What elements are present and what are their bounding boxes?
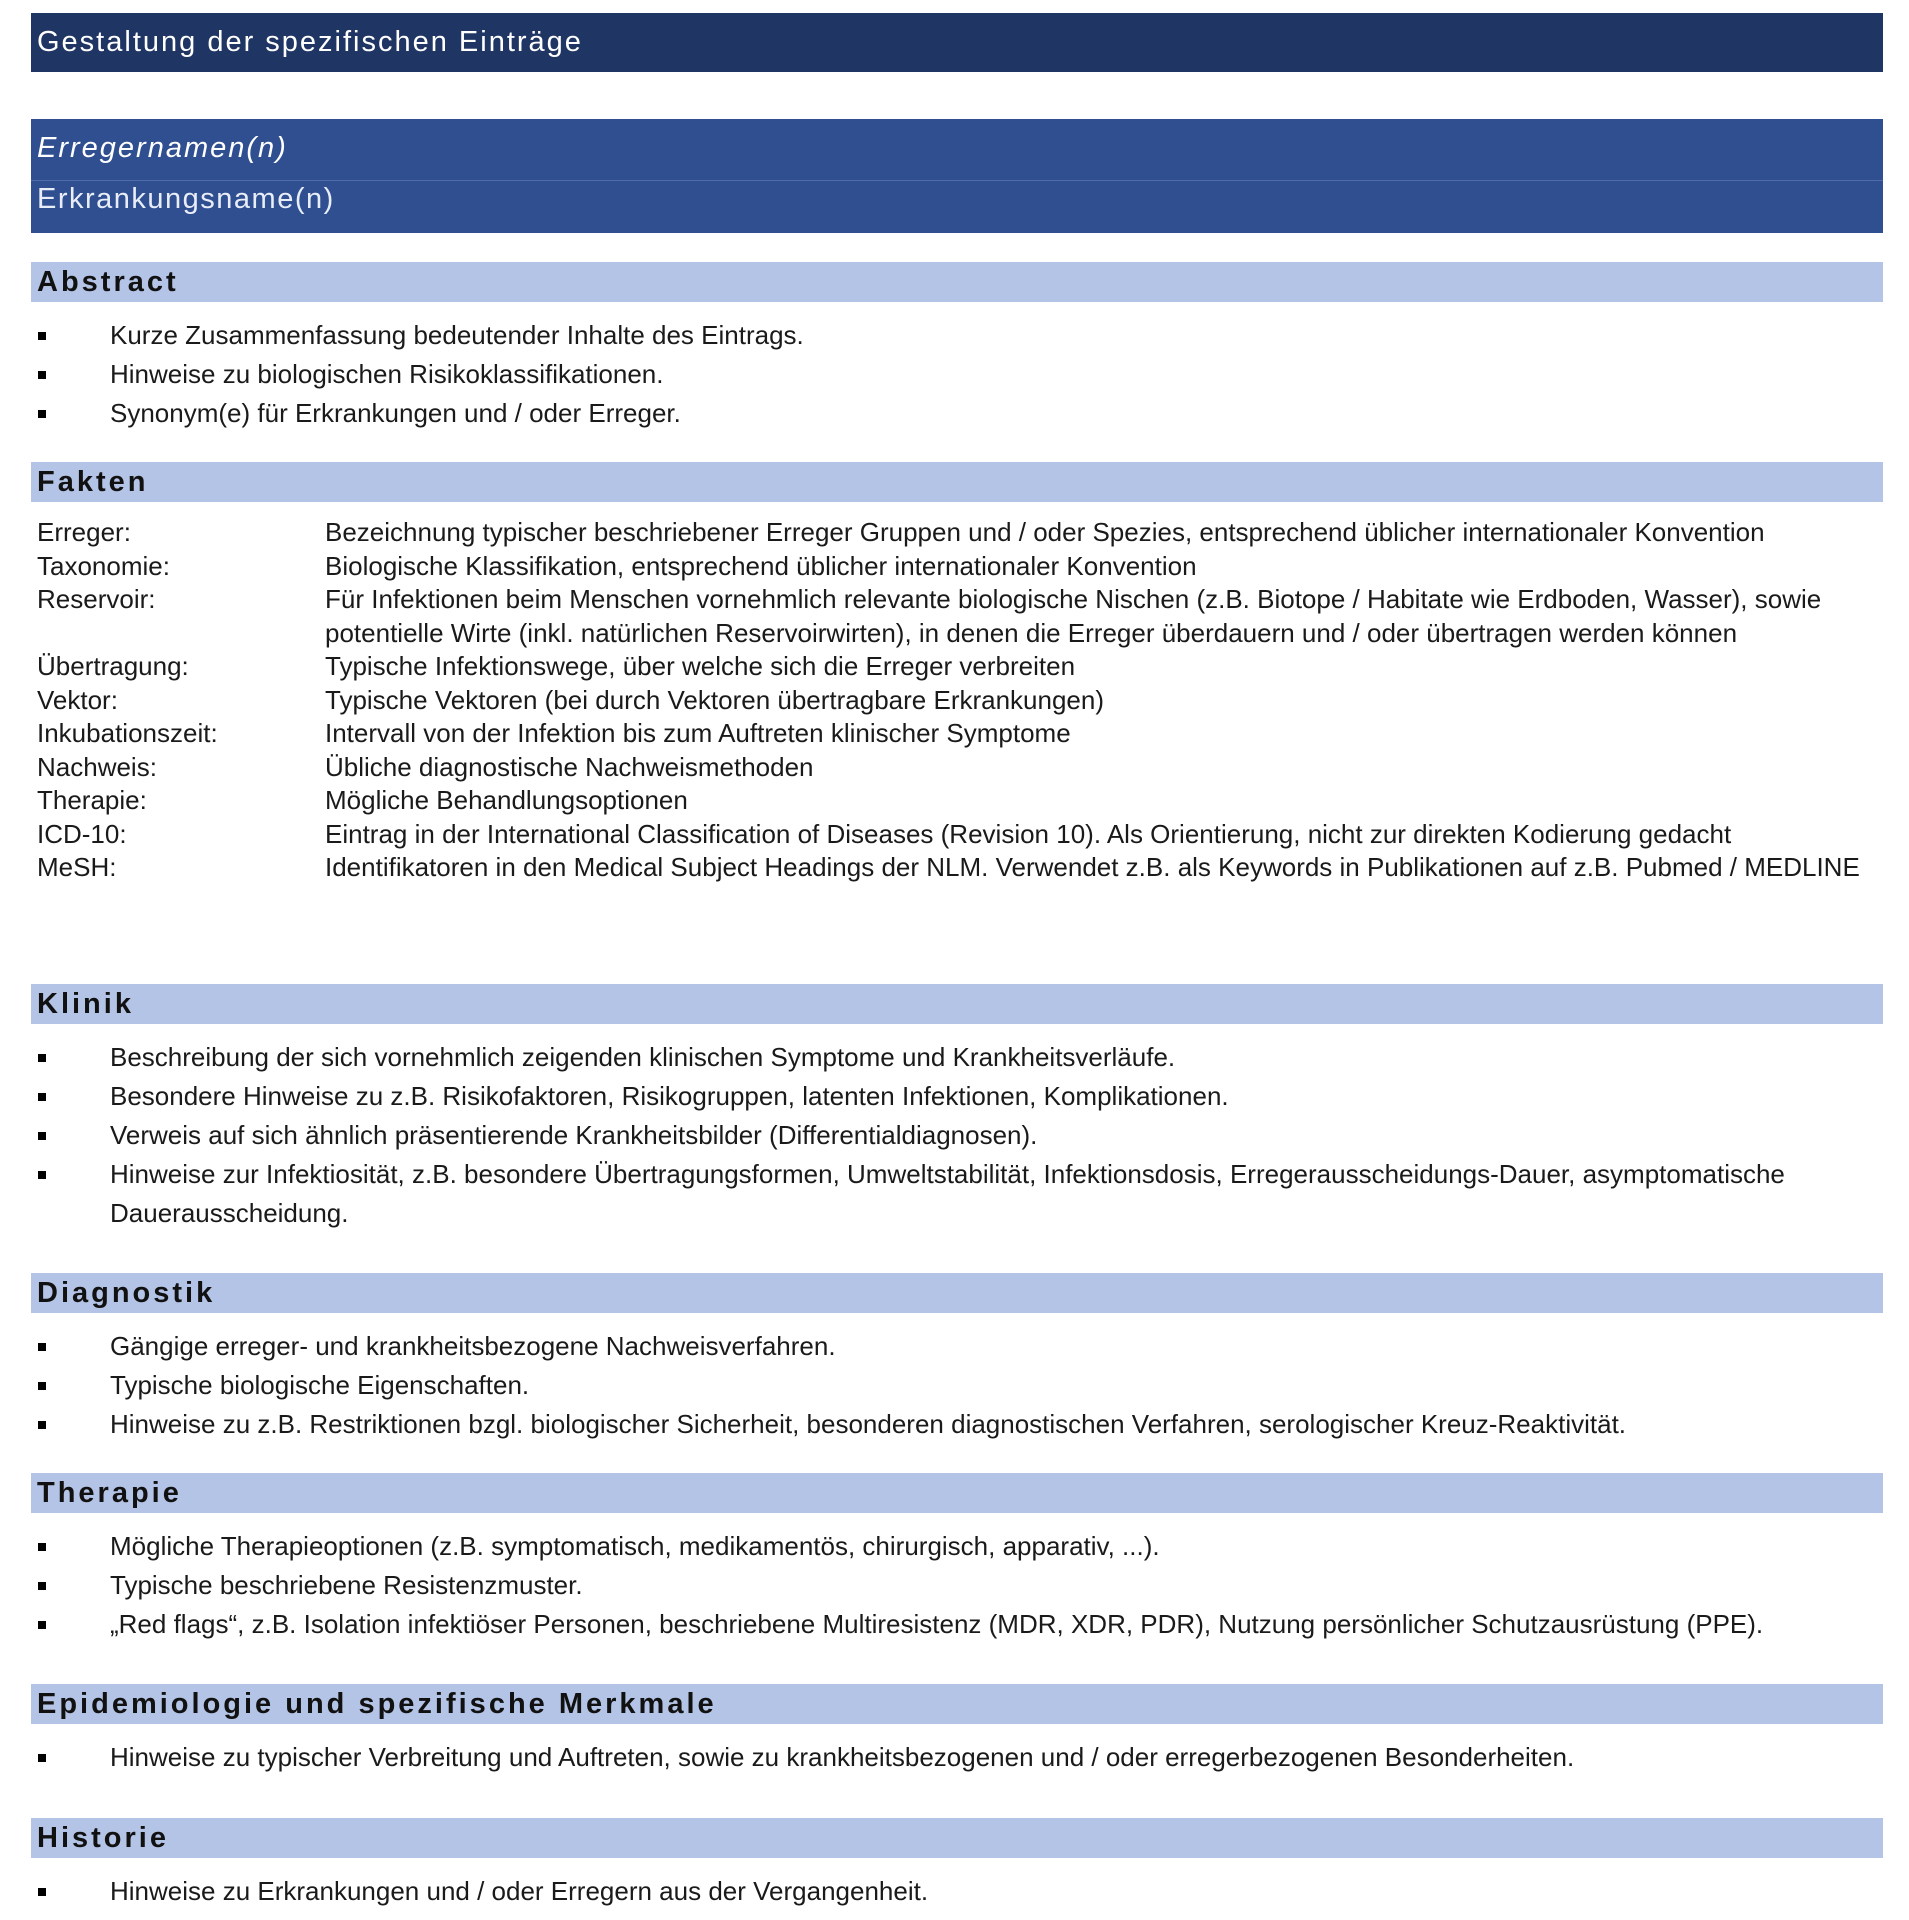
facts-table bbox=[31, 516, 1883, 885]
fact-key: MeSH: bbox=[37, 852, 117, 882]
fact-value: Identifikatoren in den Medical Subject Headings der NLM. Verwendet z.B. als Keywords in Publikationen auf z.B. Pubmed / MEDLINE bbox=[325, 852, 1860, 882]
list-item bbox=[31, 1566, 1883, 1605]
bullet-icon bbox=[38, 1054, 46, 1062]
list-item bbox=[31, 355, 1883, 394]
fact-value: Biologische Klassifikation, entsprechend üblicher internationaler Konvention bbox=[325, 550, 1197, 581]
bullet-icon bbox=[38, 1093, 46, 1101]
bullet-icon bbox=[38, 1621, 46, 1629]
fact-row-uebertragung bbox=[31, 650, 1883, 684]
list-item bbox=[31, 1405, 1883, 1444]
fact-key: Nachweis: bbox=[37, 751, 157, 782]
list-item-text: Gängige erreger- und krankheitsbezogene Nachweisverfahren. bbox=[110, 1331, 836, 1361]
epidemiologie-list bbox=[31, 1738, 1883, 1777]
entry-name-block bbox=[31, 119, 1883, 233]
list-item-text: Hinweise zu Erkrankungen und / oder Erregern aus der Vergangenheit. bbox=[110, 1876, 929, 1906]
fact-value: Für Infektionen beim Menschen vornehmlich relevante biologische Nischen (z.B. Biotope / Habitate wie Erdboden, Wasser), sowie potentielle Wirte (inkl. natürlichen Reservoirwirten), in denen die Erreger überdauern und / oder übertragen werden können bbox=[325, 584, 1822, 648]
bullet-icon bbox=[38, 1171, 46, 1179]
list-item-text: Kurze Zusammenfassung bedeutender Inhalte des Eintrags. bbox=[110, 320, 804, 350]
list-item-text: „Red flags“, z.B. Isolation infektiöser Personen, beschriebene Multiresistenz (MDR, XDR, PDR), Nutzung persönlicher Schutzausrüstung (PPE). bbox=[110, 1609, 1764, 1639]
disease-name: Erkrankungsname(n) bbox=[37, 183, 335, 215]
section-header-diagnostik: Diagnostik bbox=[31, 1273, 1883, 1313]
bullet-icon bbox=[38, 410, 46, 418]
list-item-text: Typische biologische Eigenschaften. bbox=[110, 1370, 530, 1400]
fact-key: Therapie: bbox=[37, 785, 147, 815]
list-item-text: Verweis auf sich ähnlich präsentierende Krankheitsbilder (Differentialdiagnosen). bbox=[110, 1120, 1038, 1150]
fact-value: Typische Infektionswege, über welche sich die Erreger verbreiten bbox=[325, 651, 1076, 681]
list-item bbox=[31, 1872, 1883, 1911]
fact-value: Typische Vektoren (bei durch Vektoren übertragbare Erkrankungen) bbox=[325, 684, 1105, 715]
list-item-text: Hinweise zu z.B. Restriktionen bzgl. biologischer Sicherheit, besonderen diagnostischen Verfahren, serologischer Kreuz-Reaktivität. bbox=[110, 1409, 1627, 1439]
list-item bbox=[31, 316, 1883, 355]
fact-row-therapie bbox=[31, 784, 1883, 818]
bullet-icon bbox=[38, 1754, 46, 1762]
pathogen-name: Erregernamen(n) bbox=[37, 132, 288, 164]
section-header-fakten: Fakten bbox=[31, 462, 1883, 502]
fact-key: Vektor: bbox=[37, 684, 118, 715]
bullet-icon bbox=[38, 1888, 46, 1896]
section-header-epidemiologie: Epidemiologie und spezifische Merkmale bbox=[31, 1684, 1883, 1724]
list-item-text: Synonym(e) für Erkrankungen und / oder Erreger. bbox=[110, 398, 681, 428]
fact-key: Taxonomie: bbox=[37, 550, 170, 581]
section-header-abstract: Abstract bbox=[31, 262, 1883, 302]
list-item-text: Hinweise zu biologischen Risikoklassifikationen. bbox=[110, 359, 664, 389]
list-item-text: Hinweise zur Infektiosität, z.B. besondere Übertragungsformen, Umweltstabilität, Infektionsdosis, Erregerausscheidungs-Dauer, asymptomatische Dauerausscheidung. bbox=[110, 1159, 1785, 1228]
abstract-list bbox=[31, 316, 1883, 433]
list-item bbox=[31, 394, 1883, 433]
therapie-list bbox=[31, 1527, 1883, 1644]
list-item bbox=[31, 1038, 1883, 1077]
list-item bbox=[31, 1527, 1883, 1566]
fact-value: Intervall von der Infektion bis zum Auftreten klinischer Symptome bbox=[325, 718, 1071, 748]
fact-value: Übliche diagnostische Nachweismethoden bbox=[325, 751, 814, 782]
list-item-text: Besondere Hinweise zu z.B. Risikofaktoren, Risikogruppen, latenten Infektionen, Komplikationen. bbox=[110, 1081, 1229, 1111]
fact-row-icd10 bbox=[31, 818, 1883, 852]
fact-row-mesh bbox=[31, 851, 1883, 885]
fact-row-erreger bbox=[31, 516, 1883, 550]
fact-value: Mögliche Behandlungsoptionen bbox=[325, 785, 688, 815]
section-header-klinik: Klinik bbox=[31, 984, 1883, 1024]
fact-key: ICD-10: bbox=[37, 818, 127, 849]
historie-list bbox=[31, 1872, 1883, 1911]
fact-key: Übertragung: bbox=[37, 651, 189, 681]
page-title: Gestaltung der spezifischen Einträge bbox=[31, 13, 1883, 72]
fact-value: Eintrag in der International Classification of Diseases (Revision 10). Als Orientierung, nicht zur direkten Kodierung gedacht bbox=[325, 818, 1732, 849]
list-item-text: Mögliche Therapieoptionen (z.B. symptomatisch, medikamentös, chirurgisch, apparativ, ...). bbox=[110, 1531, 1160, 1561]
bullet-icon bbox=[38, 1343, 46, 1351]
bullet-icon bbox=[38, 1132, 46, 1140]
list-item-text: Typische beschriebene Resistenzmuster. bbox=[110, 1570, 583, 1600]
list-item bbox=[31, 1155, 1883, 1233]
name-divider bbox=[31, 180, 1883, 181]
list-item bbox=[31, 1327, 1883, 1366]
list-item bbox=[31, 1605, 1883, 1644]
list-item-text: Hinweise zu typischer Verbreitung und Auftreten, sowie zu krankheitsbezogenen und / oder erregerbezogenen Besonderheiten. bbox=[110, 1742, 1575, 1772]
fact-key: Reservoir: bbox=[37, 584, 156, 614]
list-item bbox=[31, 1116, 1883, 1155]
list-item bbox=[31, 1738, 1883, 1777]
fact-row-reservoir bbox=[31, 583, 1883, 650]
bullet-icon bbox=[38, 1421, 46, 1429]
bullet-icon bbox=[38, 1582, 46, 1590]
fact-key: Inkubationszeit: bbox=[37, 718, 218, 748]
list-item bbox=[31, 1077, 1883, 1116]
fact-value: Bezeichnung typischer beschriebener Erreger Gruppen und / oder Spezies, entsprechend üblicher internationaler Konvention bbox=[325, 517, 1765, 547]
bullet-icon bbox=[38, 371, 46, 379]
fact-row-taxonomie bbox=[31, 550, 1883, 584]
section-header-historie: Historie bbox=[31, 1818, 1883, 1858]
fact-row-vektor bbox=[31, 684, 1883, 718]
fact-row-inkubationszeit bbox=[31, 717, 1883, 751]
section-header-therapie: Therapie bbox=[31, 1473, 1883, 1513]
list-item bbox=[31, 1366, 1883, 1405]
bullet-icon bbox=[38, 332, 46, 340]
fact-row-nachweis bbox=[31, 751, 1883, 785]
bullet-icon bbox=[38, 1543, 46, 1551]
list-item-text: Beschreibung der sich vornehmlich zeigenden klinischen Symptome und Krankheitsverläufe. bbox=[110, 1042, 1176, 1072]
diagnostik-list bbox=[31, 1327, 1883, 1444]
klinik-list bbox=[31, 1038, 1883, 1233]
fact-key: Erreger: bbox=[37, 517, 131, 547]
bullet-icon bbox=[38, 1382, 46, 1390]
